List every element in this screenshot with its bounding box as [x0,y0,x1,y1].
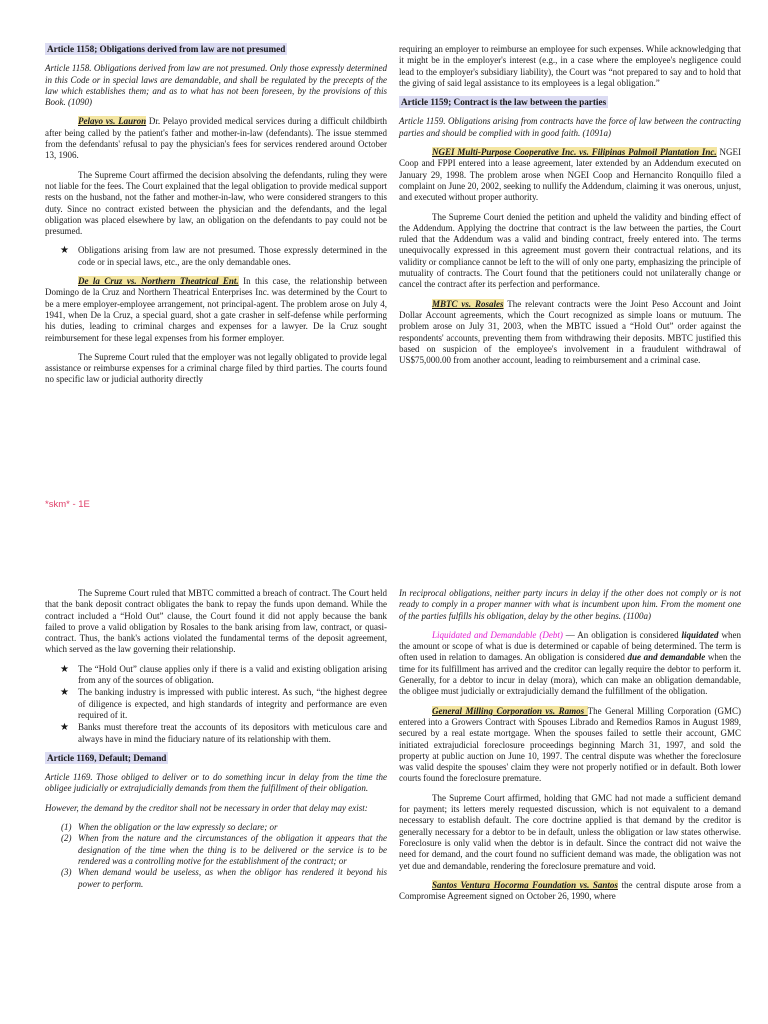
list-item: (3) When demand would be useless, as when the obligor has rendered it beyond his power to perform. [61,867,387,889]
bullet-item: ★ The “Hold Out” clause applies only if there is a valid and existing obligation arising from any of the sources of obligation. [60,663,387,686]
case-name-mbtc: MBTC vs. Rosales [432,298,504,309]
article-1158-heading: Article 1158; Obligations derived from law are not presumed [47,44,286,54]
delacruz-ruling: The Supreme Court ruled that the employer was not legally obligated to provide legal assistance or reimburse expenses for a criminal charge filed by third parties. The courts found no specific law or judicial authority directly [45,351,387,385]
article-1159-heading: Article 1159; Contract is the law between the parties [401,97,607,108]
article-1169-text: Article 1169. Those obliged to deliver or to do something incur in delay from the time the obligee judicially or extrajudicially demands from them the fulfillment of their obligation. [45,772,387,794]
page1-right-column [399,44,741,374]
list-item: (2) When from the nature and the circumstances of the obligation it appears that the designation of the time when the thing is to be delivered or the service is to be rendered was a controlling motive for the establishment of the contract; or [61,833,387,866]
case-name-delacruz: De la Cruz vs. Northern Theatrical Ent. [78,276,239,287]
pelayo-ruling: The Supreme Court affirmed the decision absolving the defendants, ruling they were not liable for the fees. The Court explained that the legal obligation to provide medical support rests on the husband, not the father and mother-in-law, who were considered strangers to this duty. Since no contract existed between the physician and the defendants, and the legal obligation was placed elsewhere by law, an obligation on the defendants to pay could not be presumed. [45,169,387,237]
delacruz-paragraph: De la Cruz vs. Northern Theatrical Ent. In this case, the relationship between Domingo de la Cruz and Northern Theatrical Enterprises Inc. was determined by the Court to be a mere employer-employee arrangement, not principal-agent. The problem arose on July 4, 1941, when De la Cruz, a special guard, shot a gate crasher in self-defense while performing his duties, leading to criminal charges and expenses for a lawyer. De la Cruz sought reimbursement for these legal expenses from his former employer. [45,276,387,343]
case-name-santos: Santos Ventura Hocorma Foundation vs. Santos [432,879,618,890]
delacruz-continuation: requiring an employer to reimburse an employee for such expenses. While acknowledging that it might be in the employer's interest (e.g., in a case where the employee's negligence could lead to the employer's subsidiary liability), the Court was “not prepared to say and to hold that the giving of said legal assistance to its employees is a legal obligation.” [399,44,741,88]
ngei-paragraph: NGEI Multi-Purpose Cooperative Inc. vs. Filipinas Palmoil Plantation Inc. NGEI Coop and FPPI entered into a lease agreement, later extended by an Addendum executed on January 29, 1998. The problem arose when NGEI Coop and Hernancito Ronquillo filed a complaint on June 20, 2002, seeking to nullify the Addendum, claiming it was onerous, unjust, and executed without proper authority. [399,147,741,203]
page-footer: *skm* - 1E [45,499,90,510]
star-bullet-icon: ★ [60,245,69,257]
article-1159-text: Article 1159. Obligations arising from contracts have the force of law between the contracting parties and should be complied with in good faith. (1091a) [399,116,741,138]
ngei-ruling: The Supreme Court denied the petition and upheld the validity and binding effect of the Addendum. Applying the doctrine that contract is the law between the parties, the Court ruled that the Addendum was a valid and binding contract, freely entered into. The terms unequivocally expressed in this agreement must govern their contractual relations, and its validity or compliance cannot be left to the will of only one party, emphasizing the principle of mutuality of contracts. The Court found that the petitioners could not unilaterally change or cancel the contract after its perfection and performance. [399,211,741,290]
mbtc-paragraph: MBTC vs. Rosales The relevant contracts were the Joint Peso Account and Joint Dollar Account agreements, which the Court recognized as simple loans or mutuum. The problem arose on July 31, 2003, when the MBTC issued a “Hold Out” order against the respondents' accounts, preventing them from withdrawing their deposits. MBTC justified this based on suspicion of the employee's involvement in a fraudulent withdrawal of US$75,000.00 from another account, leading to reimbursement and a criminal case. [399,298,741,366]
article-1169-heading: Article 1169, Default; Demand [47,752,167,763]
star-bullet-icon: ★ [60,722,69,734]
star-bullet-icon: ★ [60,663,69,675]
page2-right-column [399,588,741,910]
term-liquidated-demandable: Liquidated and Demandable (Debt) [432,629,563,640]
list-item: (1) When the obligation or the law expressly so declare; or [61,822,278,833]
star-bullet-icon: ★ [60,687,69,699]
santos-paragraph: Santos Ventura Hocorma Foundation vs. Santos the central dispute arose from a Compromise Agreement signed on October 26, 1990, where [399,879,742,902]
bullet-item: ★ Banks must therefore treat the accounts of its depositors with meticulous care and always have in mind the fiduciary nature of its relationship with them. [60,722,387,744]
bullet-item: ★ The banking industry is impressed with public interest. As such, “the highest degree of diligence is expected, and high standards of integrity and performance are even required of it. [60,687,387,720]
gmc-ruling: The Supreme Court affirmed, holding that GMC had not made a sufficient demand for payment; its letters merely requested discussion, which is not equivalent to a demand necessary to establish default. The core doctrine applied is that demand by the creditor is generally necessary for a debtor to be in default, unless the obligation or law states otherwise. Foreclosure is only valid when the debtor is in default. Since the contract did not waive the need for demand, and the court found no sufficient demand was made, the obligation was not yet due and demandable, rendering the foreclosure premature and void. [399,792,741,871]
pelayo-paragraph: Pelayo vs. Lauron Dr. Pelayo provided medical services during a difficult childbirth after being called by the patient's father and mother-in-law (defendants). The issue stemmed from the defendants' refusal to pay the physician's fees for services rendered around October 13, 1906. [45,116,387,161]
reciprocal-obligations-text: In reciprocal obligations, neither party incurs in delay if the other does not comply or is not ready to comply in a proper manner with what is incumbent upon him. From the moment one of the parties fulfills his obligation, delay by the other begins. (1100a) [399,588,741,621]
bullet-item: ★ Obligations arising from law are not presumed. Those expressly determined in the code or in special laws, etc., are the only demandable ones. [60,245,387,267]
article-1158-bullets [45,245,387,268]
page2-left-column [45,588,387,898]
article-1158-text: Article 1158. Obligations derived from law are not presumed. Only those expressly determined in this Code or in special laws are demandable, and shall be regulated by the precepts of the law which establishes them; and as to what has not been foreseen, by the provisions of this Book. (1090) [45,63,387,108]
mbtc-bullets [45,664,387,745]
gmc-paragraph: General Milling Corporation vs. Ramos The General Milling Corporation (GMC) entered into a Growers Contract with Spouses Librado and Remedios Ramos in August 1989, secured by a real estate mortgage. When the spouses failed to settle their account, GMC initiated extrajudicial foreclosure proceedings beginning March 31, 1997, and sold the property at public auction on June 10, 1997. The central dispute was whether the foreclosure was valid despite the spouses' claim they were not properly notified or in default. Both lower courts found the foreclosure premature. [399,705,741,784]
case-name-pelayo: Pelayo vs. Lauron [78,116,147,127]
mbtc-ruling: The Supreme Court ruled that MBTC committed a breach of contract. The Court held that the bank deposit contract obligates the bank to repay the funds upon demand. While the contract included a “Hold Out” clause, the Court found it did not apply because the bank failed to prove a valid obligation by Rosales to the bank arising from law, contract, or quasi-contract. Thus, the bank's actions violated the fundamental terms of the deposit agreement, which served as the law governing their relationship. [45,588,387,655]
article-1169-list [45,822,387,890]
page-2 [0,512,768,1024]
case-name-gmc: General Milling Corporation vs. Ramos [432,705,588,716]
case-name-ngei: NGEI Multi-Purpose Cooperative Inc. vs. Filipinas Palmoil Plantation Inc. [432,147,717,158]
liquidated-demandable-paragraph: Liquidated and Demandable (Debt) — An obligation is considered liquidated when the amount or scope of what is due is determined or capable of being determined. The term is often used in relation to damages. An obligation is considered due and demandable when the time for its fulfillment has arrived and the creditor can legally require the debtor to perform it. Generally, for a debtor to incur in delay (mora), which can make an obligation demandable, the obligee must judicially or extrajudicially demand the fulfillment of the obligation. [399,629,741,697]
page1-left-column [45,44,387,394]
article-1169-however: However, the demand by the creditor shall not be necessary in order that delay may exist: [45,802,368,813]
